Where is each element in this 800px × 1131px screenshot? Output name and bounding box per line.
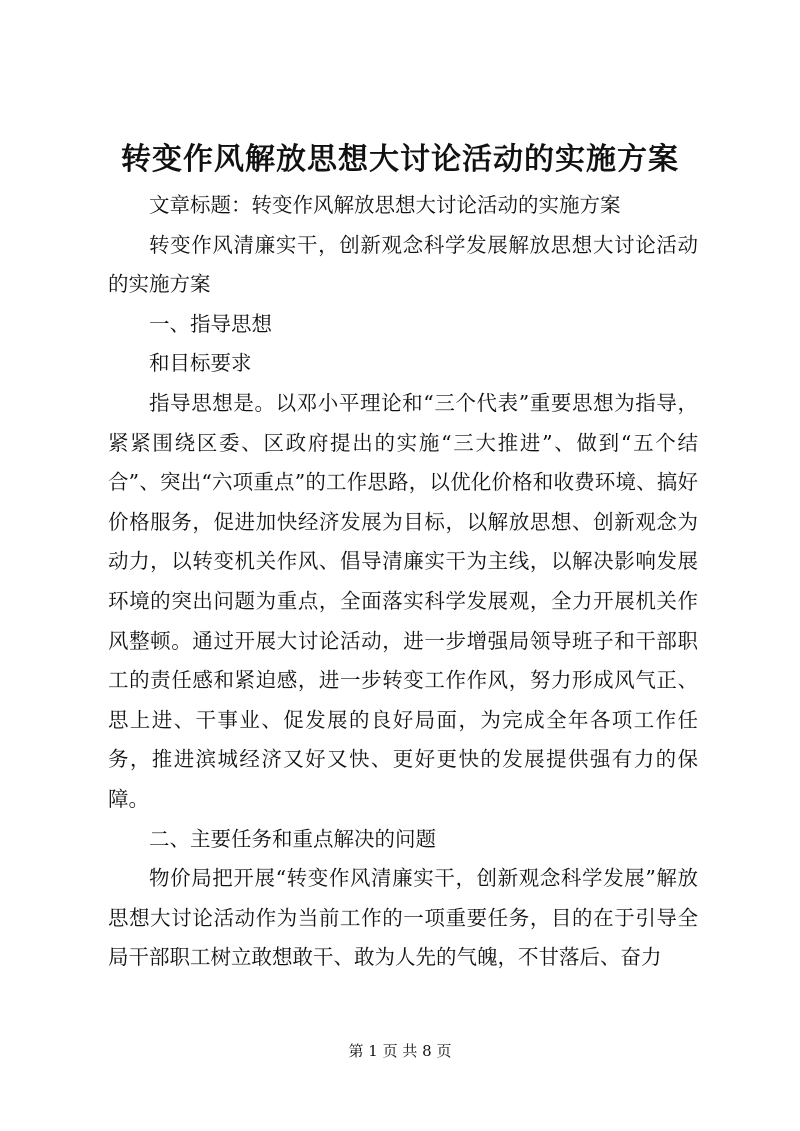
- page-footer: 第 1 页 共 8 页: [348, 1042, 452, 1060]
- main-tasks-paragraph: 物价局把开展“转变作风清廉实干，创新观念科学发展”解放思想大讨论活动作为当前工作的一项重要任务，目的在于引导全局干部职工树立敢想敢干、敢为人先的气魄，不甘落后、奋力: [108, 866, 698, 970]
- guiding-thought-paragraph: 指导思想是。以邓小平理论和“三个代表”重要思想为指导，紧紧围绕区委、区政府提出的实施“三大推进”、做到“五个结合”、突出“六项重点”的工作思路，以优化价格和收费环境、搞好价格服务，促进加快经济发展为目标，以解放思想、创新观念为动力，以转变机关作风、倡导清廉实干为主线，以解决影响发展环境的突出问题为重点，全面落实科学发展观，全力开展机关作风整顿。通过开展大讨论活动，进一步增强局领导班子和干部职工的责任感和紧迫感，进一步转变工作作风，努力形成风气正、思上进、干事业、促发展的良好局面，为完成全年各项工作任务，推进滨城经济又好又快、更好更快的发展提供强有力的保障。: [108, 390, 698, 811]
- section-heading-main-tasks: 二、主要任务和重点解决的问题: [149, 826, 436, 851]
- section-heading-guiding-thought: 一、指导思想: [149, 311, 272, 336]
- document-title: 转变作风解放思想大讨论活动的实施方案: [121, 142, 679, 177]
- subtitle-paragraph: 转变作风清廉实干，创新观念科学发展解放思想大讨论活动的实施方案: [108, 232, 698, 297]
- section-heading-goals: 和目标要求: [149, 351, 252, 376]
- article-title-line: 文章标题：转变作风解放思想大讨论活动的实施方案: [149, 193, 621, 217]
- document-body: [108, 186, 698, 978]
